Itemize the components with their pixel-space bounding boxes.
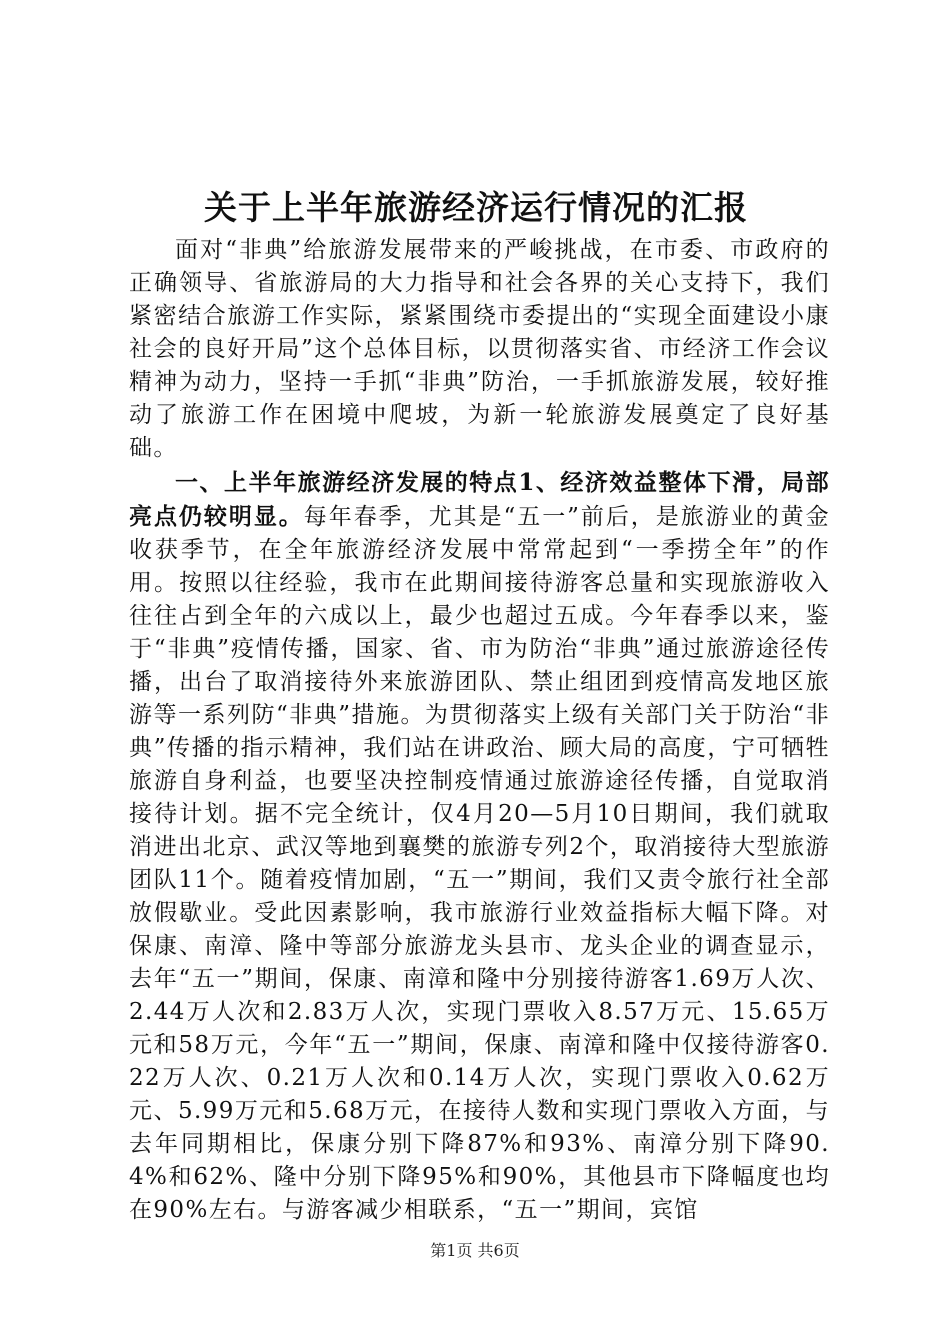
paragraph-section-one-text: 每年春季，尤其是“五一”前后，是旅游业的黄金收获季节，在全年旅游经济发展中常常起到“一季捞全年”的作用。按照以往经验，我市在此期间接待游客总量和实现旅游收入往往占到全年的六成以上，最少也超过五成。今年春季以来，鉴于“非典”疫情传播，国家、省、市为防治“非典”通过旅游途径传播，出台了取消接待外来旅游团队、禁止组团到疫情高发地区旅游等一系列防“非典”措施。为贯彻落实上级有关部门关于防治“非典”传播的指示精神，我们站在讲政治、顾大局的高度，宁可牺牲旅游自身利益，也要坚决控制疫情通过旅游途径传播，自觉取消接待计划。据不完全统计，仅4月20—5月10日期间，我们就取消进出北京、武汉等地到襄樊的旅游专列2个，取消接待大型旅游团队11个。随着疫情加剧，“五一”期间，我们又责令旅行社全部放假歇业。受此因素影响，我市旅游行业效益指标大幅下降。对保康、南漳、隆中等部分旅游龙头县市、龙头企业的调查显示，去年“五一”期间，保康、南漳和隆中分别接待游客1.69万人次、2.44万人次和2.83万人次，实现门票收入8.57万元、15.65万元和58万元，今年“五一”期间，保康、南漳和隆中仅接待游客0.22万人次、0.21万人次和0.14万人次，实现门票收入0.62万元、5.99万元和5.68万元，在接待人数和实现门票收入方面，与去年同期相比，保康分别下降87%和93%、南漳分别下降90.4%和62%、隆中分别下降95%和90%，其他县市下降幅度也均在90%左右。与游客减少相联系，“五一”期间，宾馆: [129, 504, 830, 1223]
paragraph-intro: [129, 234, 830, 465]
paragraph-intro-text: 面对“非典”给旅游发展带来的严峻挑战，在市委、市政府的正确领导、省旅游局的大力指导和社会各界的关心支持下，我们紧密结合旅游工作实际，紧紧围绕市委提出的“实现全面建设小康社会的良好开局”这个总体目标，以贯彻落实省、市经济工作会议精神为动力，坚持一手抓“非典”防治，一手抓旅游发展，较好推动了旅游工作在困境中爬坡，为新一轮旅游发展奠定了良好基础。: [129, 237, 830, 461]
paragraph-section-one: [129, 466, 830, 1227]
page-footer: 第1页 共6页: [430, 1241, 520, 1260]
document-title: 关于上半年旅游经济运行情况的汇报: [204, 188, 748, 227]
section-heading: 一、上半年旅游经济发展的特点1、经济效益整体下滑，局部亮点仍较明显。: [129, 469, 830, 530]
document-body: [129, 234, 830, 1227]
